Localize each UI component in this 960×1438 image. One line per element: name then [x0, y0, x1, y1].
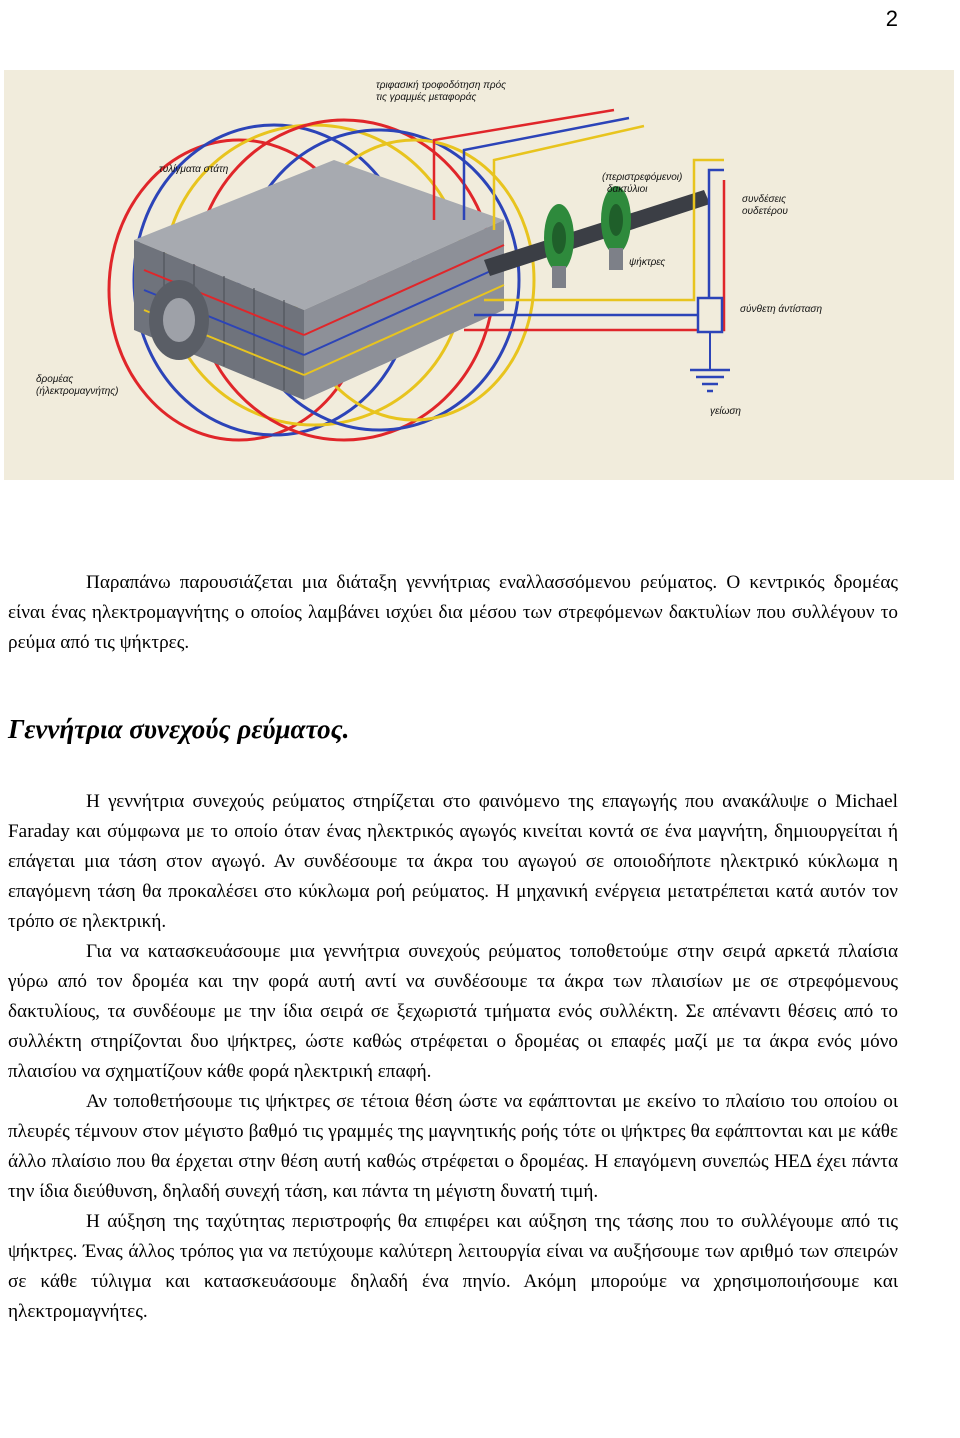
body-text — [8, 787, 898, 1327]
paragraph: Παραπάνω παρουσιάζεται μια διάταξη γεννήτριας εναλλασσόμενου ρεύματος. Ο κεντρικός δρομέας είναι ένας ηλεκτρομαγνήτης ο οποίος λαμβάνει ισχύει δια μέσου των στρεφόμενων δακτυλίων που συλλέγουν το ρεύμα από τις ψήκτρες. — [8, 572, 898, 653]
label-neutral: ουδετέρου — [742, 206, 788, 217]
label-neutral-connections: συνδέσεις — [742, 194, 786, 205]
paragraph: Αν τοποθετήσουμε τις ψήκτρες σε τέτοια θέση ώστε να εφάπτονται με εκείνο το πλαίσιο του οποίου οι πλευρές τέμνουν στον μέγιστο βαθμό τις γραμμές της μαγνητικής ροής τότε οι ψήκτρες θα εφάπτονται και με κάθε άλλο πλαίσιο που θα έρχεται στην θέση αυτή καθώς στρέφεται ο δρομέας. Η επαγόμενη συνεπώς ΗΕΔ έχει πάντα την ίδια διεύθυνση, δηλαδή συνεχή τάση, και πάντα τη μέγιστη δυνατή τιμή. — [8, 1091, 898, 1202]
generator-illustration — [4, 70, 954, 480]
paragraph: Για να κατασκευάσουμε μια γεννήτρια συνεχούς ρεύματος τοποθετούμε στην σειρά αρκετά πλαίσια γύρω από τον δρομέα και την φορά αυτή αντί να συνδέσουμε τα άκρα των πλαισίων με σε στρεφόμενους δακτυλίους, τα συνδέουμε με την ίδια σειρά σε ξεχωριστά τμήματα ενός συλλέκτη. Σε απέναντι θέσεις από το συλλέκτη στηρίζονται δυο ψήκτρες, ώστε καθώς στρέφεται ο δρομέας οι επαφές μαζί με τα άκρα ενός μόνο πλαισίου να σχηματίζουν κάθε φορά ηλεκτρική επαφή. — [8, 941, 898, 1082]
label-ground: γείωση — [710, 406, 741, 417]
page-number: 2 — [885, 6, 898, 31]
paragraph: Η αύξηση της ταχύτητας περιστροφής θα επιφέρει και αύξηση της τάσης που το συλλέγουμε από τις ψήκτρες. Ένας άλλος τρόπος για να πετύχουμε καλύτερη λειτουργία είναι να αυξήσουμε των αριθμό των σπειρών σε κάθε τύλιγμα και κατασκευάσουμε δηλαδή ένα πηνίο. Ακόμη μπορούμε να χρησιμοποιήσουμε και ηλεκτρομαγνήτες. — [8, 1211, 898, 1322]
label-rotor: δρομέας — [36, 374, 74, 385]
label-three-phase: τριφασική τροφοδότηση πρός — [376, 80, 507, 91]
intro-text — [8, 568, 898, 658]
paragraph: Η γεννήτρια συνεχούς ρεύματος στηρίζεται στο φαινόμενο της επαγωγής που ανακάλυψε ο Michael Faraday και σύμφωνα με το οποίο όταν ένας ηλεκτρικός αγωγός κινείται κοντά σε ένα μαγνήτη, δημιουργείται ή επάγεται μια τάση στον αγωγό. Αν συνδέσουμε τα άκρα του αγωγού σε οποιοδήποτε ηλεκτρικό κύκλωμα η επαγόμενη τάση θα προκαλέσει στο κύκλωμα ροή ρεύματος. Η μηχανική ενέργεια μετατρέπεται κατά αυτόν τον τρόπο σε ηλεκτρική. — [8, 791, 898, 932]
label-stator-windings: τυλίγματα στάτη — [159, 164, 229, 175]
section-heading: Γεννήτρια συνεχούς ρεύματος. — [8, 714, 350, 744]
label-impedance: σύνθετη άντίσταση — [740, 304, 822, 315]
label-transmission-lines: τις γραμμές μεταφοράς — [376, 92, 477, 103]
label-electromagnet: (ήλεκτρομαγνήτης) — [36, 386, 119, 397]
label-brushes: ψήκτρες — [629, 257, 666, 268]
label-rings: δακτύλιοι — [607, 184, 648, 195]
generator-diagram — [4, 70, 954, 480]
label-rotating: (περιστρεφόμενοι) — [602, 172, 683, 183]
